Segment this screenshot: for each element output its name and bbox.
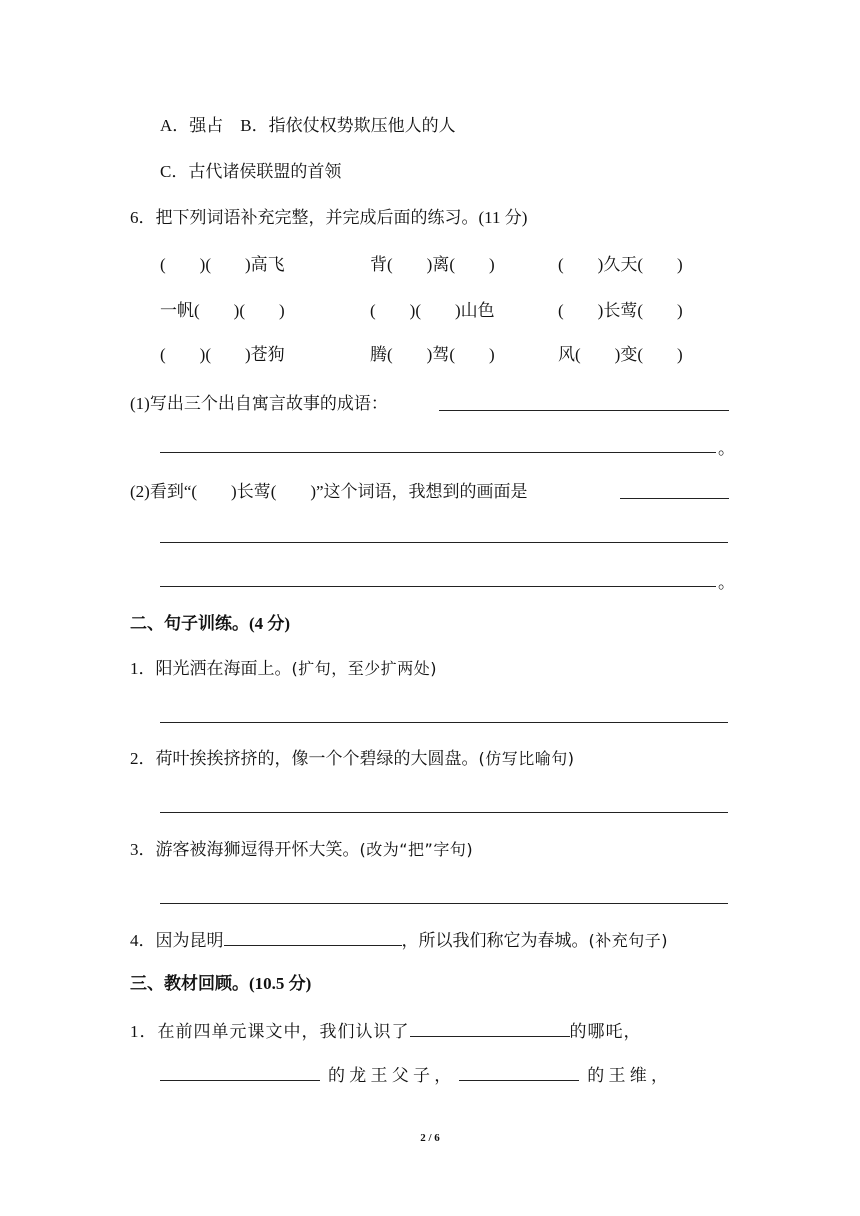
- q6-cell: ( )久天( ): [558, 255, 683, 274]
- answer-blank[interactable]: [160, 452, 716, 453]
- answer-blank[interactable]: [160, 1062, 320, 1081]
- s3-item-1-line2: [160, 1062, 668, 1088]
- s2-item-note: (仿写比喻句): [478, 749, 575, 768]
- q5-options-line1: A．强占 B．指依仗权势欺压他人的人: [160, 116, 456, 135]
- answer-blank[interactable]: [160, 542, 728, 543]
- s2-item-2: [130, 747, 575, 771]
- s3-item-1: [130, 1018, 642, 1044]
- q6-cell: ( )( )苍狗: [160, 345, 285, 364]
- section2-title: 二、句子训练。(4 分): [130, 614, 291, 633]
- s2-item-text: 1．阳光洒在海面上。: [130, 659, 292, 678]
- q6-sub1-label: (1)写出三个出自寓言故事的成语：: [130, 394, 388, 413]
- s2-item-text: 2．荷叶挨挨挤挤的，像一个个碧绿的大圆盘。: [130, 749, 479, 768]
- s2-item-4-post: ，所以我们称它为春城。: [401, 931, 589, 950]
- q6-grid-row-3: [160, 343, 720, 367]
- q6-title: 6．把下列词语补充完整，并完成后面的练习。(11 分): [130, 208, 528, 227]
- s2-item-4: [130, 927, 668, 953]
- s2-item-1: [130, 657, 437, 681]
- q6-cell: ( )长莺( ): [558, 301, 683, 320]
- period: 。: [718, 573, 735, 592]
- q6-sub2-label: (2)看到“( )长莺( )”这个词语，我想到的画面是: [130, 482, 528, 501]
- s2-item-text: 3．游客被海狮逗得开怀大笑。: [130, 840, 360, 859]
- q6-cell: 一帆( )( ): [160, 301, 285, 320]
- s3-item-1-pre: 1．在前四单元课文中，我们认识了: [130, 1022, 410, 1041]
- period: 。: [718, 439, 735, 458]
- q6-cell: ( )( )山色: [370, 301, 495, 320]
- s3-item-1-line2-a: 的 龙 王 父 子 ，: [328, 1066, 452, 1085]
- q5-options-line2: C．古代诸侯联盟的首领: [160, 162, 342, 181]
- q6-cell: 背( )离( ): [370, 255, 495, 274]
- answer-blank[interactable]: [459, 1062, 579, 1081]
- answer-blank[interactable]: [160, 586, 716, 587]
- answer-blank[interactable]: [160, 722, 728, 723]
- s2-item-note: (扩句，至少扩两处): [291, 659, 437, 678]
- answer-blank[interactable]: [224, 927, 402, 946]
- q6-cell: 腾( )驾( ): [370, 345, 495, 364]
- answer-blank[interactable]: [620, 498, 729, 499]
- answer-blank[interactable]: [160, 812, 728, 813]
- q6-grid-row-1: [160, 253, 720, 277]
- s2-item-3: [130, 838, 473, 862]
- answer-blank[interactable]: [410, 1018, 570, 1037]
- answer-blank[interactable]: [439, 410, 729, 411]
- s2-item-note: (改为“把”字句): [359, 840, 474, 859]
- s2-item-4-pre: 4．因为昆明: [130, 931, 224, 950]
- s3-item-1-line2-b: 的 王 维 ，: [587, 1066, 668, 1085]
- page-number: 2 / 6: [420, 1132, 440, 1144]
- q6-cell: 风( )变( ): [558, 345, 683, 364]
- answer-blank[interactable]: [160, 903, 728, 904]
- s2-item-note: (补充句子): [588, 931, 668, 950]
- section3-title: 三、教材回顾。(10.5 分): [130, 974, 312, 993]
- s3-item-1-post: 的哪吒，: [569, 1022, 642, 1041]
- q6-cell: ( )( )高飞: [160, 255, 285, 274]
- q6-grid-row-2: [160, 299, 720, 323]
